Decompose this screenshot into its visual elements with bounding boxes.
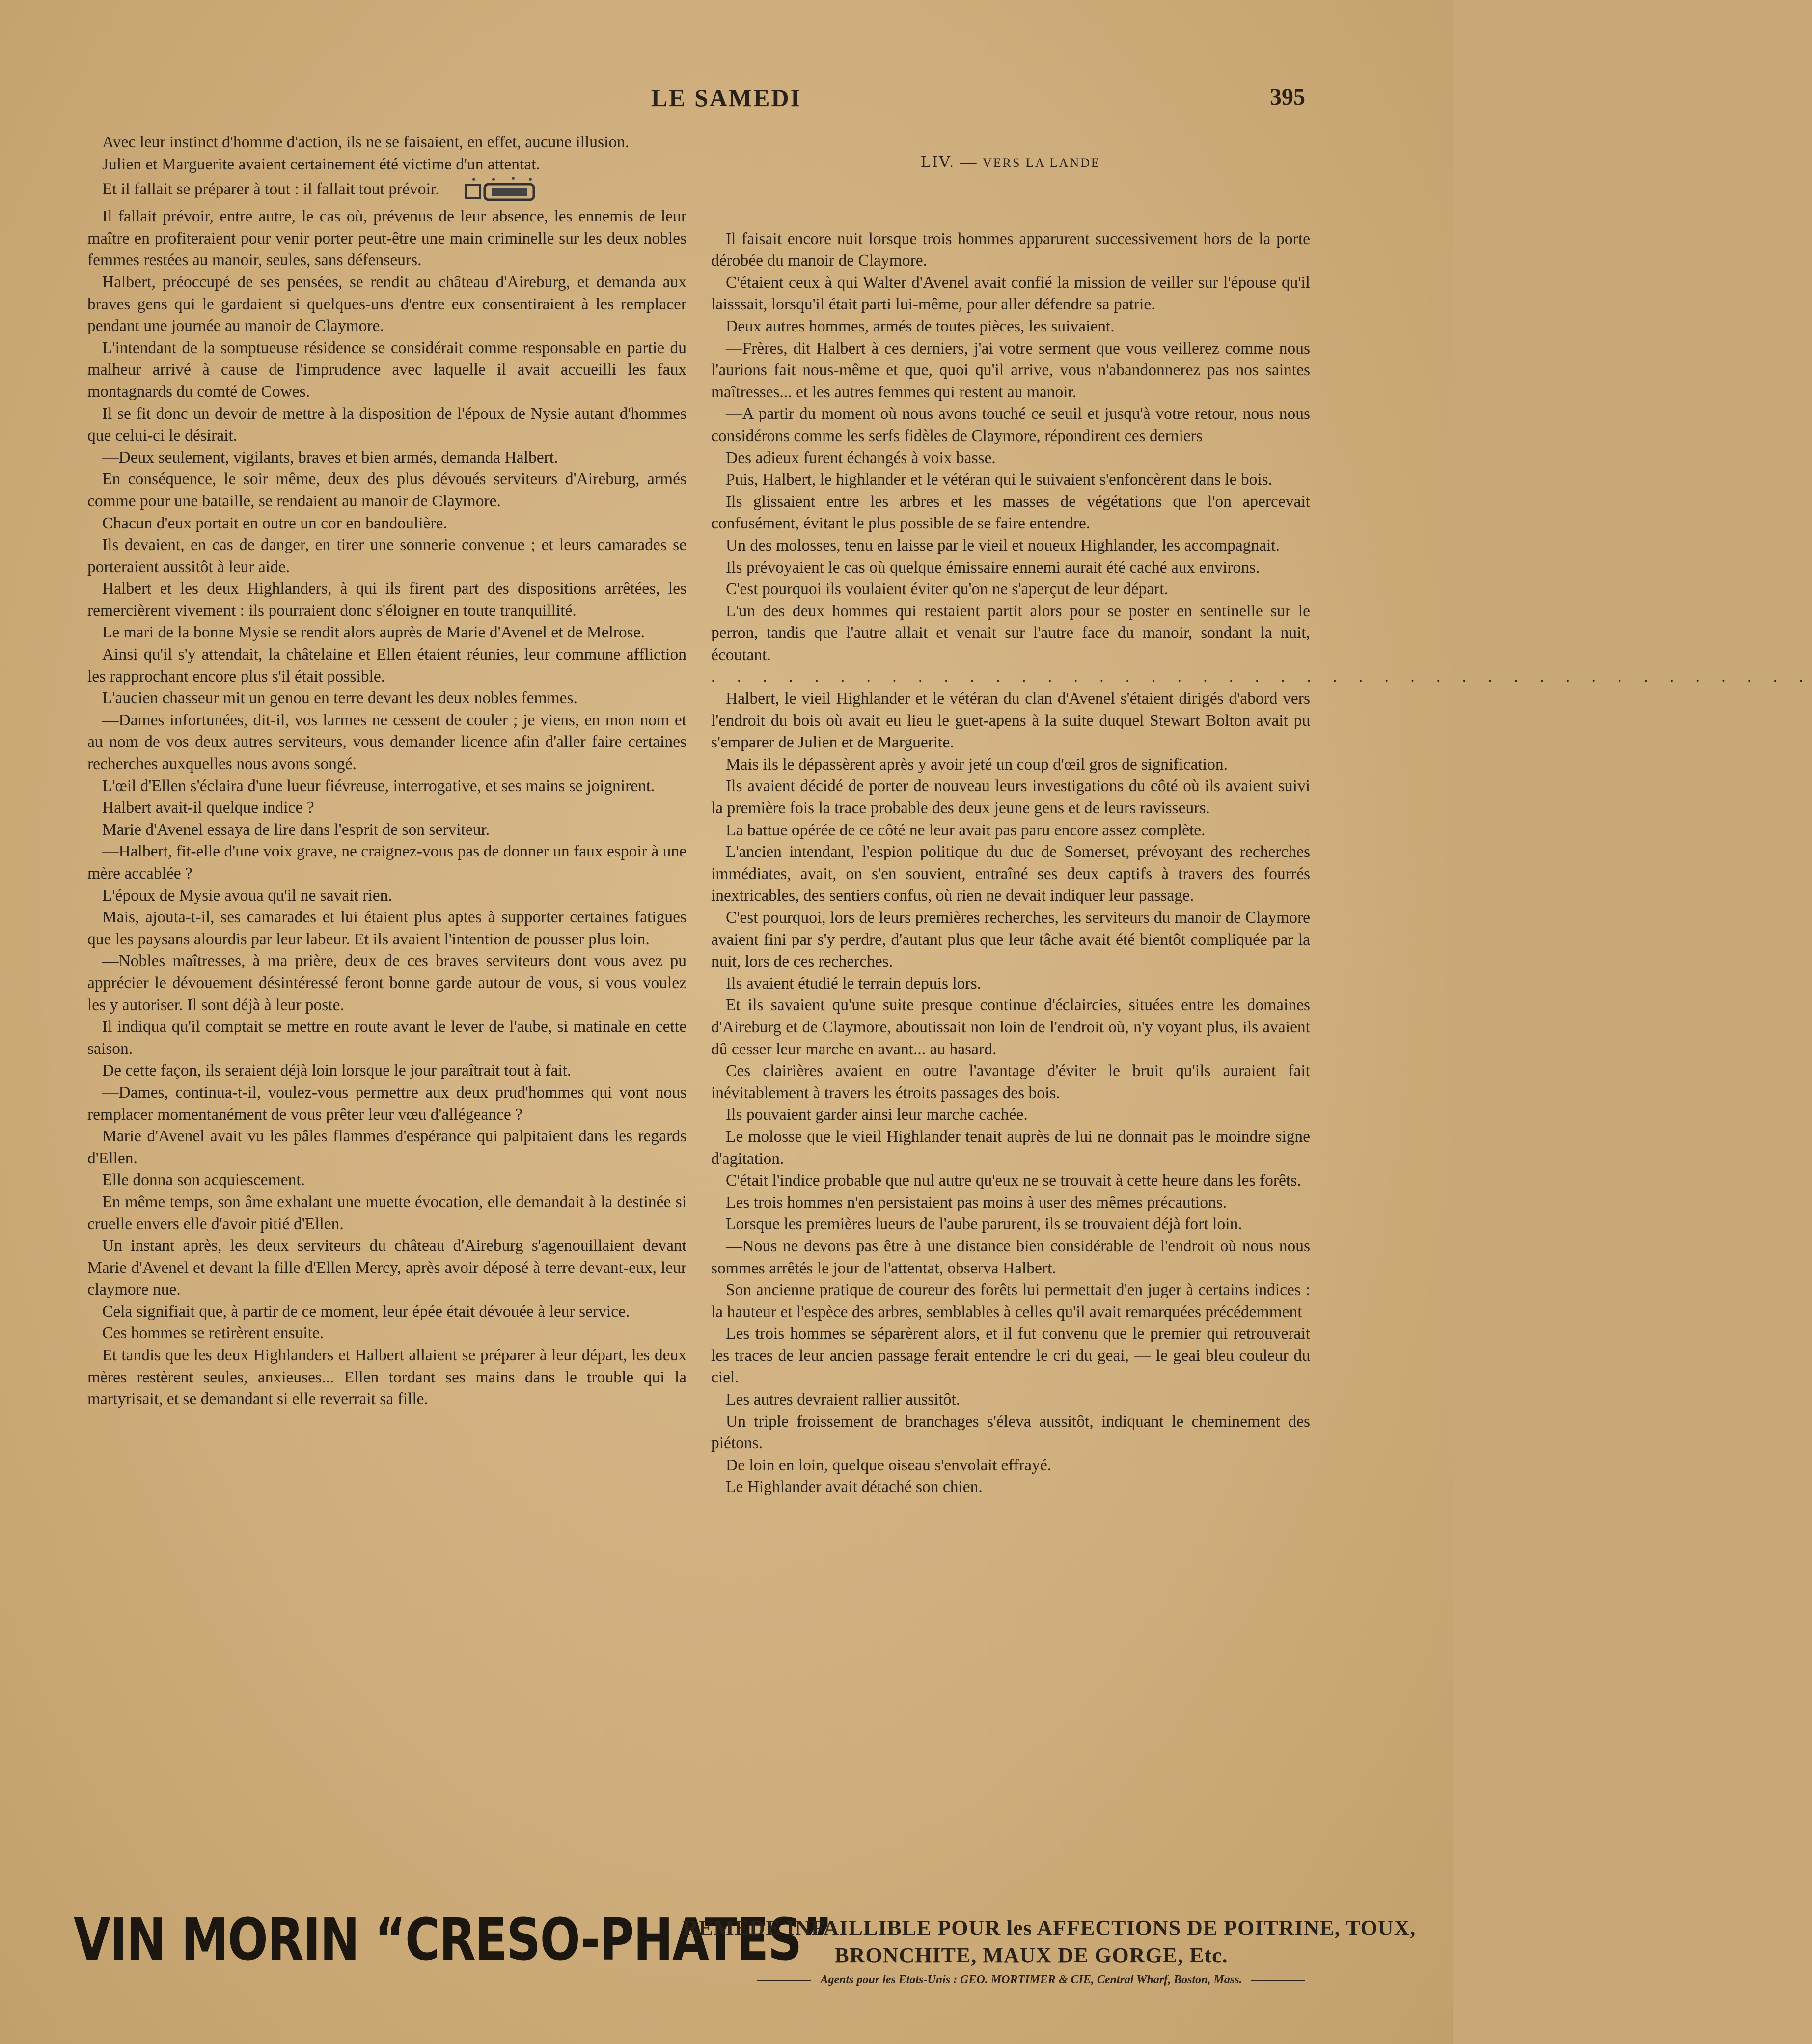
paragraph: Un triple froissement de branchages s'éleva aussitôt, indiquant le cheminement des piétons. [711, 1412, 1310, 1453]
paragraph: L'aucien chasseur mit un genou en terre devant les deux nobles femmes. [102, 689, 577, 708]
paragraph: Ils avaient décidé de porter de nouveau leurs investigations du côté où ils avaient suivi la première fois la trace probable des deux jeune gens et de leurs ravisseurs. [711, 777, 1310, 818]
paragraph: Un instant après, les deux serviteurs du château d'Aireburg s'agenouillaient devant Marie d'Avenel et devant la fille d'Ellen Mercy, après avoir déposé à terre devant-eux, leur claymore nue. [87, 1237, 686, 1299]
advertisement-banner [74, 1906, 1416, 1999]
paragraph: Les autres devraient rallier aussitôt. [726, 1390, 961, 1409]
paragraph: Mais, ajouta-t-il, ses camarades et lui étaient plus aptes à supporter certaines fatigues que les paysans alourdis par leur labeur. Et ils avaient l'intention de pousser plus loin. [87, 908, 686, 948]
paragraph: Les trois hommes n'en persistaient pas moins à user des mêmes précautions. [726, 1193, 1227, 1212]
paragraph: Deux autres hommes, armés de toutes pièces, les suivaient. [726, 317, 1115, 335]
paragraph: Un des molosses, tenu en laisse par le vieil et noueux Highlander, les accompagnait. [726, 536, 1280, 554]
paragraph: Ainsi qu'il s'y attendait, la châtelaine et Ellen étaient réunies, leur commune affliction les rapprochant encore plus s'il était possible. [87, 645, 686, 686]
paragraph: En même temps, son âme exhalant une muette évocation, elle demandait à la destinée si cruelle envers elle d'avoir pitié d'Ellen. [87, 1192, 686, 1233]
ad-rule-left [757, 1980, 811, 1981]
paragraph: —Nobles maîtresses, à ma prière, deux de ces braves serviteurs dont vous avez pu apprécier le dévouement désintéressé feront bonne garde autour de vous, si vous voulez les y autoriser. Il sont déjà à leur poste. [87, 952, 686, 1014]
paragraph: L'époux de Mysie avoua qu'il ne savait rien. [102, 886, 392, 905]
paragraph: Son ancienne pratique de coureur des forêts lui permettait d'en juger à certains indices : la hauteur et l'espèce des arbres, semblables à celles qu'il avait remarquées précédemment [711, 1281, 1310, 1321]
paragraph: —Frères, dit Halbert à ces derniers, j'ai votre serment que vous veillerez comme nous l'aurions fait nous-même et que, quoi qu'il arrive, vous n'abandonnerez pas nos saintes maîtresses... et les autres femmes qui restent au manoir. [711, 339, 1310, 401]
ad-brand-name: VIN MORIN “CRESO-PHATES” [74, 1906, 832, 1973]
paragraph: Cela signifiait que, à partir de ce moment, leur épée était dévouée à leur service. [102, 1302, 630, 1321]
paragraph: Julien et Marguerite avaient certainement été victime d'un attentat. [102, 155, 540, 173]
paragraph: L'ancien intendant, l'espion politique du duc de Somerset, prévoyant des recherches immédiates, avait, on s'en souvient, entraîné ses deux captifs à travers des fourrés inextricables, des sentiers confus, où rien ne devait indiquer leur passage. [711, 843, 1310, 905]
paragraph: De loin en loin, quelque oiseau s'envolait effrayé. [726, 1456, 1052, 1474]
paragraph: Puis, Halbert, le highlander et le vétéran qui le suivaient s'enfoncèrent dans le bois. [726, 470, 1273, 489]
paragraph: —Deux seulement, vigilants, braves et bien armés, demanda Halbert. [102, 448, 558, 467]
paragraph: —Halbert, fit-elle d'une voix grave, ne craignez-vous pas de donner un faux espoir à une mère accablée ? [87, 842, 686, 883]
paragraph: Le mari de la bonne Mysie se rendit alors auprès de Marie d'Avenel et de Melrose. [102, 623, 645, 642]
page-header [0, 83, 1453, 118]
paragraph: Ils devaient, en cas de danger, en tirer une sonnerie convenue ; et leurs camarades se porteraient aussitôt à leur aide. [87, 536, 686, 576]
paragraph: En conséquence, le soir même, deux des plus dévoués serviteurs d'Aireburg, armés comme pour une bataille, se rendaient au manoir de Claymore. [87, 470, 686, 510]
paragraph: Chacun d'eux portait en outre un cor en bandoulière. [102, 514, 447, 532]
paragraph: Le molosse que le vieil Highlander tenait auprès de lui ne donnait pas le moindre signe d'agitation. [711, 1127, 1310, 1168]
paragraph: L'œil d'Ellen s'éclaira d'une lueur fiévreuse, interrogative, et ses mains se joignirent. [102, 776, 655, 795]
chapter-title: VERS LA LANDE [982, 156, 1100, 170]
paragraph: Marie d'Avenel avait vu les pâles flammes d'espérance qui palpitaient dans les regards d'Ellen. [87, 1127, 686, 1167]
paragraph: Ces clairières avaient en outre l'avantage d'éviter le bruit qu'ils auraient fait inévitablement à travers les étroits passages des bois. [711, 1062, 1310, 1102]
paragraph: La battue opérée de ce côté ne leur avait pas paru encore assez complète. [726, 821, 1206, 839]
paragraph: De cette façon, ils seraient déjà loin lorsque le jour paraîtrait tout à fait. [102, 1061, 572, 1080]
paragraph: Ces hommes se retirèrent ensuite. [102, 1324, 324, 1343]
ad-rule-right [1251, 1980, 1305, 1981]
paragraph: Et tandis que les deux Highlanders et Halbert allaient se préparer à leur départ, les deux mères restèrent seules, anxieuses... Ellen tordant ses mains dans le trouble qui la martyrisait, et se demandant si elle reverrait sa fille. [87, 1346, 686, 1409]
paragraph: Et il fallait se préparer à tout : il fallait tout prévoir. [87, 175, 686, 206]
paragraph: C'est pourquoi, lors de leurs premières recherches, les serviteurs du manoir de Claymore avaient fini par s'y perdre, d'autant plus que leur tâche avait été bientôt compliquée par la nuit, lors de ces recherches. [711, 909, 1310, 971]
chapter-number: LIV. — [921, 153, 978, 171]
left-column [87, 132, 686, 1410]
paragraph: —Dames, continua-t-il, voulez-vous permettre aux deux prud'hommes qui vont nous remplacer momentanément de vous prêter leur vœu d'allégeance ? [87, 1083, 686, 1124]
paragraph: —Nous ne devons pas être à une distance bien considérable de l'endroit où nous nous sommes arrêtés le jour de l'attentat, observa Halbert. [711, 1237, 1310, 1277]
library-stamp-mark [449, 175, 523, 206]
paragraph: —A partir du moment où nous avons touché ce seuil et jusqu'à votre retour, nous nous considérons comme les serfs fidèles de Claymore, répondirent ces derniers [711, 405, 1310, 445]
chapter-heading [711, 151, 1310, 174]
paragraph: Lorsque les premières lueurs de l'aube parurent, ils se trouvaient déjà fort loin. [726, 1215, 1242, 1234]
ad-agents-line [683, 1973, 1380, 1987]
paragraph: Ils prévoyaient le cas où quelque émissaire ennemi aurait été caché aux environs. [726, 558, 1260, 577]
paragraph: Marie d'Avenel essaya de lire dans l'esprit de son serviteur. [102, 820, 490, 839]
paragraph: Il faisait encore nuit lorsque trois hommes apparurent successivement hors de la porte dérobée du manoir de Claymore. [711, 229, 1310, 270]
paragraph: Des adieux furent échangés à voix basse. [726, 448, 996, 467]
ad-tagline-line2: BRONCHITE, MAUX DE GORGE, Etc. [834, 1943, 1228, 1967]
right-column [711, 132, 1812, 1498]
paragraph: Ils glissaient entre les arbres et les masses de végétations que l'on apercevait confusément, évitant le plus possible de se faire entendre. [711, 492, 1310, 533]
page-number: 395 [1270, 84, 1305, 110]
paragraph: Il fallait prévoir, entre autre, le cas où, prévenus de leur absence, les ennemis de leur maître en profiteraient pour venir porter peut-être une main criminelle sur les deux nobles femmes restées au manoir, seules, sans défenseurs. [87, 207, 686, 270]
running-title: LE SAMEDI [651, 84, 802, 111]
paragraph: —Dames infortunées, dit-il, vos larmes ne cessent de couler ; je viens, en mon nom et au nom de vos deux autres serviteurs, vous demander licence afin d'aller faire certaines recherches auxquelles nous avons songé. [87, 711, 686, 773]
paragraph: Les trois hommes se séparèrent alors, et il fut convenu que le premier qui retrouverait les traces de leur ancien passage ferait entendre le cri du geai, — le geai bleu couleur du ciel. [711, 1325, 1310, 1387]
paragraph: C'était l'indice probable que nul autre qu'eux ne se trouvait à cette heure dans les forêts. [726, 1171, 1301, 1190]
paragraph: Avec leur instinct d'homme d'action, ils ne se faisaient, en effet, aucune illusion. [102, 133, 630, 151]
paragraph: Halbert avait-il quelque indice ? [102, 799, 314, 817]
paragraph: Ils pouvaient garder ainsi leur marche cachée. [726, 1105, 1028, 1124]
paragraph: Halbert et les deux Highlanders, à qui ils firent part des dispositions arrêtées, les remercièrent vivement : ils pourraient donc s'éloigner en toute tranquillité. [87, 580, 686, 620]
paragraph: Halbert, préoccupé de ses pensées, se rendit au château d'Aireburg, et demanda aux braves gens qui le gardaient si quelques-uns d'entre eux consentiraient à les remplacer pendant une journée au manoir de Claymore. [87, 273, 686, 335]
paragraph: Mais ils le dépassèrent après y avoir jeté un coup d'œil gros de signification. [726, 755, 1228, 773]
paragraph: C'étaient ceux à qui Walter d'Avenel avait confié la mission de veiller sur l'épouse qu'il laisssait, lorsqu'il était parti lui-même, pour aller défendre sa patrie. [711, 273, 1310, 314]
paragraph: L'un des deux hommes qui restaient partit alors pour se poster en sentinelle sur le perron, tandis que l'autre allait et venait sur l'autre face du manoir, sondant la nuit, écoutant. [711, 602, 1310, 664]
paragraph: Elle donna son acquiescement. [102, 1171, 305, 1189]
section-separator-dots: . . . . . . . . . . . . . . . . . . . . . . . . . . . . . . . . . . . . . . . . . . . [711, 667, 1812, 686]
paragraph: Le Highlander avait détaché son chien. [726, 1478, 983, 1496]
paragraph: Halbert, le vieil Highlander et le vétéran du clan d'Avenel s'étaient dirigés d'abord vers l'endroit du bois où avait eu lieu le guet-apens à la suite duquel Stewart Bolton avait pu s'emparer de Julien et de Marguerite. [711, 690, 1310, 752]
paragraph: Et ils savaient qu'une suite presque continue d'éclaircies, situées entre les domaines d'Aireburg et de Claymore, aboutissait non loin de l'endroit où, n'y voyant plus, ils avaient dû cesser leur marche en avant... au hasard. [711, 996, 1310, 1058]
ad-tagline-line1: REMEDE INFAILLIBLE POUR les AFFECTIONS DE POITRINE, TOUX, [683, 1916, 1416, 1940]
paragraph: L'intendant de la somptueuse résidence se considérait comme responsable en partie du malheur arrivé à cause de l'imprudence avec laquelle il avait accueilli les faux montagnards du comté de Cowes. [87, 338, 686, 401]
paragraph: Ils avaient étudié le terrain depuis lors. [726, 974, 982, 993]
paragraph: Il se fit donc un devoir de mettre à la disposition de l'époux de Nysie autant d'hommes que celui-ci le désirait. [87, 404, 686, 445]
paragraph: C'est pourquoi ils voulaient éviter qu'on ne s'aperçut de leur départ. [726, 580, 1168, 599]
ad-agents-text: Agents pour les Etats-Unis : GEO. MORTIMER & CIE, Central Wharf, Boston, Mass. [820, 1973, 1242, 1986]
paragraph: Il indiqua qu'il comptait se mettre en route avant le lever de l'aube, si matinale en cette saison. [87, 1018, 686, 1058]
